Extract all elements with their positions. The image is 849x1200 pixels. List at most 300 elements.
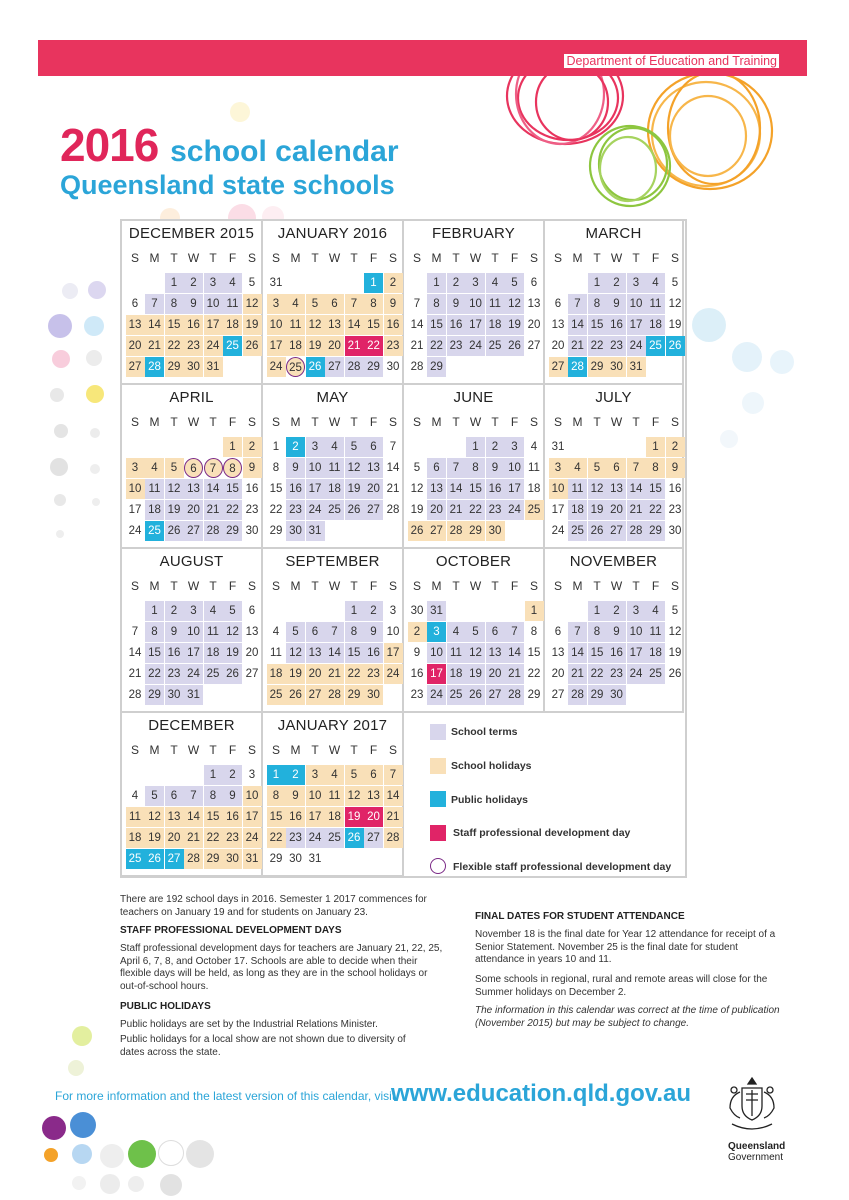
day-cell: 10 [243, 786, 262, 806]
day-cell: 11 [204, 622, 223, 642]
day-cell: 5 [466, 622, 485, 642]
day-cell: 16 [245, 483, 259, 495]
day-cell: 1 [165, 273, 184, 293]
day-cell: 10 [204, 294, 223, 314]
day-cell: 21 [410, 340, 424, 352]
day-cell: 29 [269, 853, 283, 865]
day-cell: 24 [306, 500, 325, 520]
day-cell: 29 [269, 525, 283, 537]
day-cell: 23 [286, 500, 305, 520]
day-cell: 14 [345, 315, 364, 335]
day-cell: 23 [607, 664, 626, 684]
page-subtitle: Queensland state schools [60, 170, 395, 200]
weekday-label: F [369, 743, 378, 757]
day-cell: 8 [530, 626, 538, 638]
day-cell: 17 [627, 315, 646, 335]
day-cell: 7 [389, 441, 397, 453]
day-cell: 18 [568, 500, 587, 520]
day-cell: 24 [427, 685, 446, 705]
weekday-label: S [388, 251, 397, 265]
day-cell: 14 [386, 462, 400, 474]
month-name: DECEMBER [148, 717, 235, 734]
month-name: SEPTEMBER [285, 553, 380, 570]
day-cell: 8 [223, 458, 242, 478]
day-cell: 22 [223, 500, 242, 520]
day-cell: 21 [384, 807, 403, 827]
day-cell: 27 [427, 521, 446, 541]
day-cell: 27 [165, 849, 184, 869]
legend-swatch-term [430, 724, 446, 740]
day-cell: 3 [627, 601, 646, 621]
weekday-label: T [209, 415, 217, 429]
day-cell: 25 [646, 664, 665, 684]
day-cell: 7 [184, 786, 203, 806]
day-cell: 13 [551, 647, 565, 659]
legend-label-holiday: School holidays [451, 760, 532, 772]
day-cell: 25 [325, 828, 344, 848]
day-cell: 8 [466, 458, 485, 478]
day-cell: 7 [568, 294, 587, 314]
day-cell: 21 [184, 828, 203, 848]
day-cell: 3 [306, 437, 325, 457]
weekday-label: F [510, 415, 519, 429]
day-cell: 24 [627, 336, 646, 356]
day-cell: 20 [165, 828, 184, 848]
day-cell: 25 [223, 336, 242, 356]
day-cell: 16 [607, 315, 626, 335]
day-cell: 15 [646, 479, 665, 499]
day-cell: 31 [306, 521, 325, 541]
day-cell: 28 [204, 521, 223, 541]
day-cell: 2 [364, 601, 383, 621]
month-1 [263, 221, 404, 385]
weekday-label: S [247, 579, 256, 593]
day-cell: 22 [466, 500, 485, 520]
day-cell: 23 [447, 336, 466, 356]
weekday-label: F [228, 743, 237, 757]
day-cell: 27 [551, 689, 565, 701]
day-cell: 13 [486, 643, 505, 663]
weekday-label: S [247, 743, 256, 757]
day-cell: 1 [588, 601, 607, 621]
day-cell: 29 [646, 521, 665, 541]
day-cell: 21 [627, 500, 646, 520]
day-cell: 23 [245, 504, 259, 516]
day-cell: 17 [204, 315, 223, 335]
day-cell: 22 [646, 500, 665, 520]
weekday-label: T [209, 743, 217, 757]
day-cell: 11 [286, 315, 305, 335]
weekday-label: W [469, 579, 482, 593]
weekday-label: S [271, 579, 280, 593]
day-cell: 2 [447, 273, 466, 293]
month-name: JANUARY 2017 [277, 717, 388, 734]
day-cell: 25 [145, 521, 164, 541]
day-cell: 12 [345, 458, 364, 478]
weekday-label: F [651, 579, 660, 593]
weekday-label: W [469, 251, 482, 265]
decorative-swirls [480, 76, 780, 226]
title-year: 2016 [60, 119, 159, 171]
weekday-label: S [271, 415, 280, 429]
weekday-label: W [328, 415, 341, 429]
legend-swatch-spd [430, 825, 446, 841]
day-cell: 21 [325, 664, 344, 684]
weekday-label: S [553, 579, 562, 593]
title-rest: school calendar [170, 135, 399, 168]
day-cell: 20 [126, 336, 145, 356]
day-cell: 2 [184, 273, 203, 293]
note-public-body-2: Public holidays for a local show are not shown due to diversity of dates across the state. [120, 1034, 406, 1058]
day-cell: 10 [627, 622, 646, 642]
day-cell: 23 [384, 336, 403, 356]
day-cell: 9 [666, 458, 685, 478]
weekday-label: S [553, 415, 562, 429]
day-cell: 7 [131, 626, 139, 638]
day-cell: 12 [145, 807, 164, 827]
day-cell: 22 [527, 668, 541, 680]
day-cell: 7 [204, 458, 223, 478]
weekday-label: T [593, 415, 601, 429]
day-cell: 21 [145, 336, 164, 356]
day-cell: 12 [668, 298, 682, 310]
day-cell: 17 [128, 504, 142, 516]
day-cell: 28 [568, 357, 587, 377]
day-cell: 5 [165, 458, 184, 478]
day-cell: 21 [128, 668, 142, 680]
day-cell: 22 [269, 504, 283, 516]
day-cell: 4 [646, 601, 665, 621]
day-cell: 8 [272, 462, 280, 474]
day-cell: 24 [243, 828, 262, 848]
day-cell: 12 [286, 643, 305, 663]
day-cell: 26 [666, 336, 685, 356]
day-cell: 17 [551, 504, 565, 516]
weekday-label: T [209, 579, 217, 593]
day-cell: 13 [427, 479, 446, 499]
weekday-label: M [431, 415, 442, 429]
day-cell: 18 [486, 315, 505, 335]
day-cell: 6 [486, 622, 505, 642]
day-cell: 1 [267, 765, 286, 785]
day-cell: 21 [568, 664, 587, 684]
legend-swatch-flex [430, 858, 446, 874]
day-cell: 20 [364, 807, 383, 827]
weekday-label: S [247, 251, 256, 265]
day-cell: 30 [607, 685, 626, 705]
day-cell: 13 [364, 458, 383, 478]
day-cell: 3 [466, 273, 485, 293]
day-cell: 24 [306, 828, 325, 848]
day-cell: 1 [588, 273, 607, 293]
day-cell: 26 [145, 849, 164, 869]
day-cell: 28 [505, 685, 524, 705]
day-cell: 2 [243, 437, 262, 457]
day-cell: 11 [126, 807, 145, 827]
day-cell: 14 [204, 479, 223, 499]
day-cell: 4 [223, 273, 242, 293]
month-name: DECEMBER 2015 [128, 225, 255, 242]
day-cell: 10 [549, 479, 568, 499]
day-cell: 12 [466, 643, 485, 663]
day-cell: 16 [410, 668, 424, 680]
day-cell: 16 [223, 807, 242, 827]
weekday-label: M [149, 415, 160, 429]
day-cell: 6 [427, 458, 446, 478]
day-cell: 9 [413, 647, 421, 659]
day-cell: 1 [466, 437, 485, 457]
day-cell: 16 [384, 315, 403, 335]
weekday-label: S [412, 251, 421, 265]
day-cell: 7 [413, 298, 421, 310]
day-cell: 30 [165, 685, 184, 705]
day-cell: 8 [145, 622, 164, 642]
day-cell: 22 [165, 336, 184, 356]
day-cell: 13 [184, 479, 203, 499]
day-cell: 19 [345, 807, 364, 827]
day-cell: 6 [165, 786, 184, 806]
weekday-label: T [491, 415, 499, 429]
day-cell: 25 [447, 685, 466, 705]
weekday-label: T [311, 415, 319, 429]
day-cell: 10 [466, 294, 485, 314]
day-cell: 16 [607, 643, 626, 663]
weekday-label: S [670, 579, 679, 593]
day-cell: 23 [410, 689, 424, 701]
month-10 [404, 549, 545, 713]
day-cell: 25 [286, 357, 305, 377]
logo-line-2: Government [728, 1152, 784, 1163]
day-cell: 29 [204, 849, 223, 869]
day-cell: 9 [607, 294, 626, 314]
note-final-body-3: The information in this calendar was correct at the time of publication (November 2015) but may be subject to change. [475, 1005, 780, 1029]
day-cell: 19 [668, 647, 682, 659]
day-cell: 25 [646, 336, 665, 356]
weekday-label: S [670, 251, 679, 265]
day-cell: 31 [204, 357, 223, 377]
day-cell: 11 [270, 647, 282, 659]
day-cell: 17 [243, 807, 262, 827]
weekday-label: S [412, 415, 421, 429]
day-cell: 26 [408, 521, 427, 541]
day-cell: 15 [269, 483, 283, 495]
day-cell: 20 [427, 500, 446, 520]
day-cell: 2 [165, 601, 184, 621]
day-cell: 14 [384, 786, 403, 806]
day-cell: 31 [184, 685, 203, 705]
day-cell: 3 [126, 458, 145, 478]
day-cell: 30 [386, 361, 400, 373]
day-cell: 30 [289, 853, 302, 865]
weekday-label: S [529, 251, 538, 265]
month-3 [545, 221, 684, 385]
day-cell: 12 [588, 479, 607, 499]
weekday-label: M [572, 415, 583, 429]
weekday-label: S [529, 579, 538, 593]
day-cell: 10 [306, 786, 325, 806]
weekday-label: M [149, 251, 160, 265]
weekday-label: F [228, 579, 237, 593]
day-cell: 5 [306, 294, 325, 314]
weekday-label: F [510, 251, 519, 265]
day-cell: 28 [145, 357, 164, 377]
month-4 [122, 385, 263, 549]
day-cell: 28 [325, 685, 344, 705]
day-cell: 22 [588, 664, 607, 684]
day-cell: 4 [447, 622, 466, 642]
day-cell: 10 [427, 643, 446, 663]
day-cell: 29 [466, 521, 485, 541]
day-cell: 13 [165, 807, 184, 827]
weekday-label: W [187, 415, 200, 429]
day-cell: 24 [204, 336, 223, 356]
day-cell: 27 [527, 340, 541, 352]
weekday-label: S [412, 579, 421, 593]
weekday-label: W [469, 415, 482, 429]
day-cell: 30 [286, 521, 305, 541]
day-cell: 2 [286, 765, 305, 785]
day-cell: 6 [554, 626, 562, 638]
day-cell: 24 [184, 664, 203, 684]
calendar-grid [120, 219, 687, 878]
weekday-label: T [311, 743, 319, 757]
day-cell: 15 [267, 807, 286, 827]
weekday-label: M [290, 415, 301, 429]
day-cell: 13 [364, 786, 383, 806]
day-cell: 15 [527, 647, 541, 659]
day-cell: 1 [223, 437, 242, 457]
day-cell: 8 [364, 294, 383, 314]
weekday-label: S [130, 251, 139, 265]
day-cell: 15 [165, 315, 184, 335]
day-cell: 19 [466, 664, 485, 684]
note-spd-heading: STAFF PROFESSIONAL DEVELOPMENT DAYS [120, 925, 342, 936]
day-cell: 22 [345, 664, 364, 684]
day-cell: 21 [447, 500, 466, 520]
day-cell: 18 [126, 828, 145, 848]
day-cell: 19 [505, 315, 524, 335]
day-cell: 3 [248, 769, 256, 781]
weekday-label: F [369, 579, 378, 593]
day-cell: 22 [427, 336, 446, 356]
day-cell: 15 [345, 643, 364, 663]
month-7 [545, 385, 684, 549]
day-cell: 30 [223, 849, 242, 869]
weekday-label: T [593, 251, 601, 265]
day-cell: 6 [364, 765, 383, 785]
day-cell: 22 [364, 336, 383, 356]
weekday-label: M [149, 579, 160, 593]
day-cell: 20 [607, 500, 626, 520]
day-cell: 19 [345, 479, 364, 499]
day-cell: 26 [223, 664, 242, 684]
day-cell: 13 [306, 643, 325, 663]
day-cell: 24 [505, 500, 524, 520]
day-cell: 1 [646, 437, 665, 457]
day-cell: 28 [384, 828, 403, 848]
weekday-label: W [187, 251, 200, 265]
day-cell: 17 [384, 643, 403, 663]
day-cell: 17 [466, 315, 485, 335]
day-cell: 13 [245, 626, 259, 638]
day-cell: 23 [364, 664, 383, 684]
day-cell: 6 [248, 605, 256, 617]
legend-label-term: School terms [451, 726, 518, 738]
month-0 [122, 221, 263, 385]
month-name: FEBRUARY [431, 225, 515, 242]
day-cell: 8 [588, 294, 607, 314]
day-cell: 7 [384, 765, 403, 785]
day-cell: 23 [223, 828, 242, 848]
weekday-label: M [572, 251, 583, 265]
day-cell: 4 [325, 437, 344, 457]
day-cell: 2 [384, 273, 403, 293]
weekday-label: S [271, 251, 280, 265]
weekday-label: M [431, 251, 442, 265]
footer-url-link[interactable]: www.education.qld.gov.au [391, 1080, 692, 1107]
day-cell: 29 [223, 521, 242, 541]
day-cell: 25 [204, 664, 223, 684]
day-cell: 25 [126, 849, 145, 869]
day-cell: 26 [668, 668, 682, 680]
day-cell: 27 [364, 828, 383, 848]
day-cell: 2 [607, 273, 626, 293]
day-cell: 19 [306, 336, 325, 356]
weekday-label: F [651, 251, 660, 265]
day-cell: 13 [527, 298, 541, 310]
day-cell: 20 [184, 500, 203, 520]
day-cell: 21 [386, 483, 400, 495]
day-cell: 6 [364, 437, 383, 457]
department-name: Department of Education and Training [566, 54, 777, 68]
day-cell: 4 [272, 626, 280, 638]
queensland-crest-icon [722, 1074, 782, 1140]
month-name: JULY [595, 389, 632, 406]
weekday-label: W [328, 251, 341, 265]
day-cell: 9 [223, 786, 242, 806]
day-cell: 19 [588, 500, 607, 520]
day-cell: 6 [607, 458, 626, 478]
day-cell: 29 [345, 685, 364, 705]
day-cell: 26 [345, 828, 364, 848]
day-cell: 2 [607, 601, 626, 621]
day-cell: 23 [486, 500, 505, 520]
day-cell: 14 [505, 643, 524, 663]
day-cell: 7 [345, 294, 364, 314]
day-cell: 18 [204, 643, 223, 663]
month-11 [545, 549, 684, 713]
weekday-label: T [350, 415, 358, 429]
day-cell: 28 [184, 849, 203, 869]
day-cell: 25 [525, 500, 544, 520]
day-cell: 24 [128, 525, 142, 537]
day-cell: 11 [486, 294, 505, 314]
weekday-label: T [350, 251, 358, 265]
weekday-label: M [431, 579, 442, 593]
day-cell: 24 [384, 664, 403, 684]
day-cell: 3 [427, 622, 446, 642]
day-cell: 16 [486, 479, 505, 499]
day-cell: 3 [627, 273, 646, 293]
day-cell: 14 [447, 479, 466, 499]
weekday-label: F [510, 579, 519, 593]
weekday-label: T [170, 415, 178, 429]
day-cell: 8 [427, 294, 446, 314]
day-cell: 23 [668, 504, 682, 516]
day-cell: 1 [145, 601, 164, 621]
day-cell: 10 [505, 458, 524, 478]
month-6 [404, 385, 545, 549]
